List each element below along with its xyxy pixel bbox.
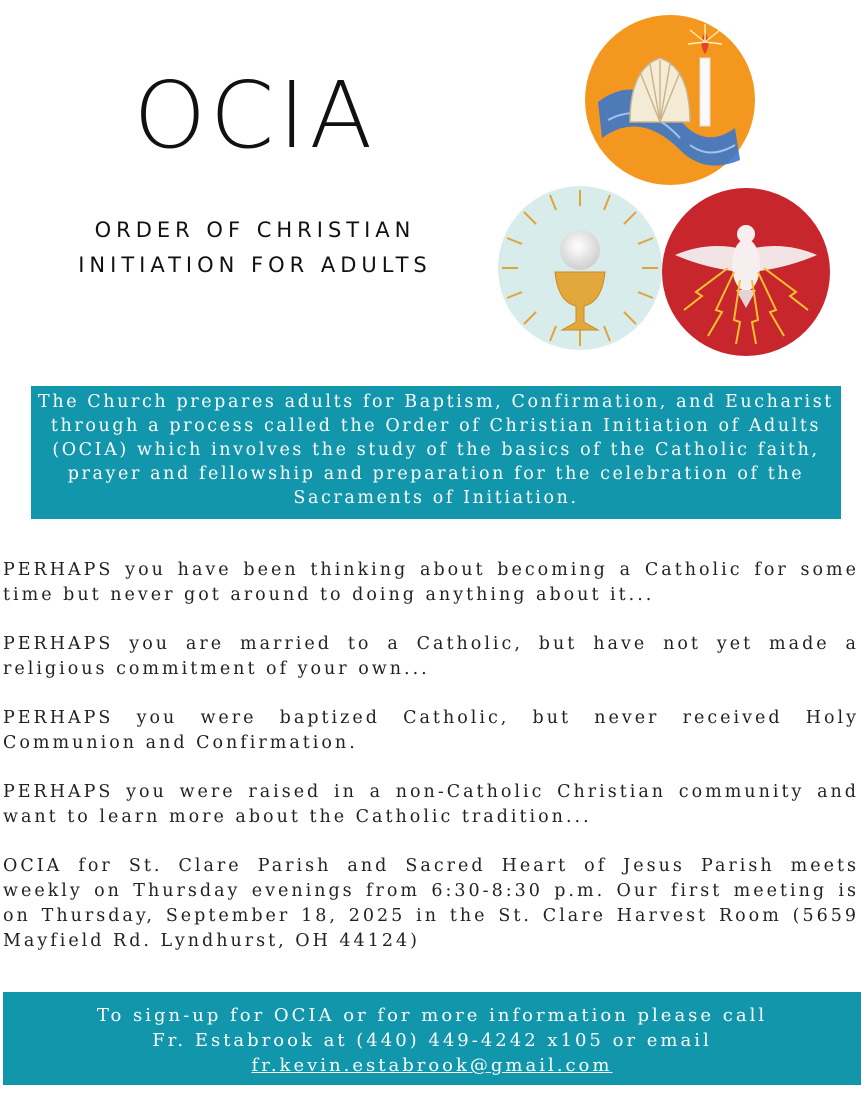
footer-line-2: Fr. Estabrook at (440) 449-4242 x105 or email [152,1030,712,1051]
subtitle-line-1: ORDER OF CHRISTIAN [94,218,416,242]
paragraph-perhaps-thinking: PERHAPS you have been thinking about becoming a Catholic for some time but never got around to doing anything about it... [3,560,859,605]
eucharist-chalice-icon [498,186,662,350]
sacraments-emblems [490,10,840,360]
email-link[interactable]: fr.kevin.estabrook@gmail.com [251,1055,613,1076]
baptism-shell-candle-icon [585,15,755,185]
paragraph-perhaps-married: PERHAPS you are married to a Catholic, but have not yet made a religious commitment of your own... [3,634,859,679]
body-text [3,558,859,978]
paragraph-perhaps-raised: PERHAPS you were raised in a non-Catholic Christian community and want to learn more about the Catholic tradition... [3,782,859,827]
subtitle-line-2: INITIATION FOR ADULTS [78,253,432,277]
page-title: OCIA [133,62,377,169]
paragraph-meeting-info: OCIA for St. Clare Parish and Sacred Heart of Jesus Parish meets weekly on Thursday evenings from 6:30-8:30 p.m. Our first meeting is on Thursday, September 18, 2025 in the St. Clare Harvest Room (5659 Mayfield Rd. Lyndhurst, OH 44124) [3,856,859,951]
contact-footer [3,992,861,1085]
intro-banner: The Church prepares adults for Baptism, Confirmation, and Eucharist through a process called the Order of Christian Initiation of Adults (OCIA) which involves the study of the basics of the Catholic faith, prayer and fellowship and preparation for the celebration of the Sacraments of Initiation. [31,386,841,519]
footer-line-1: To sign-up for OCIA or for more information please call [96,1005,768,1026]
confirmation-dove-icon [662,188,830,356]
paragraph-perhaps-baptized: PERHAPS you were baptized Catholic, but never received Holy Communion and Confirmation. [3,708,859,753]
page-subtitle [40,213,470,283]
